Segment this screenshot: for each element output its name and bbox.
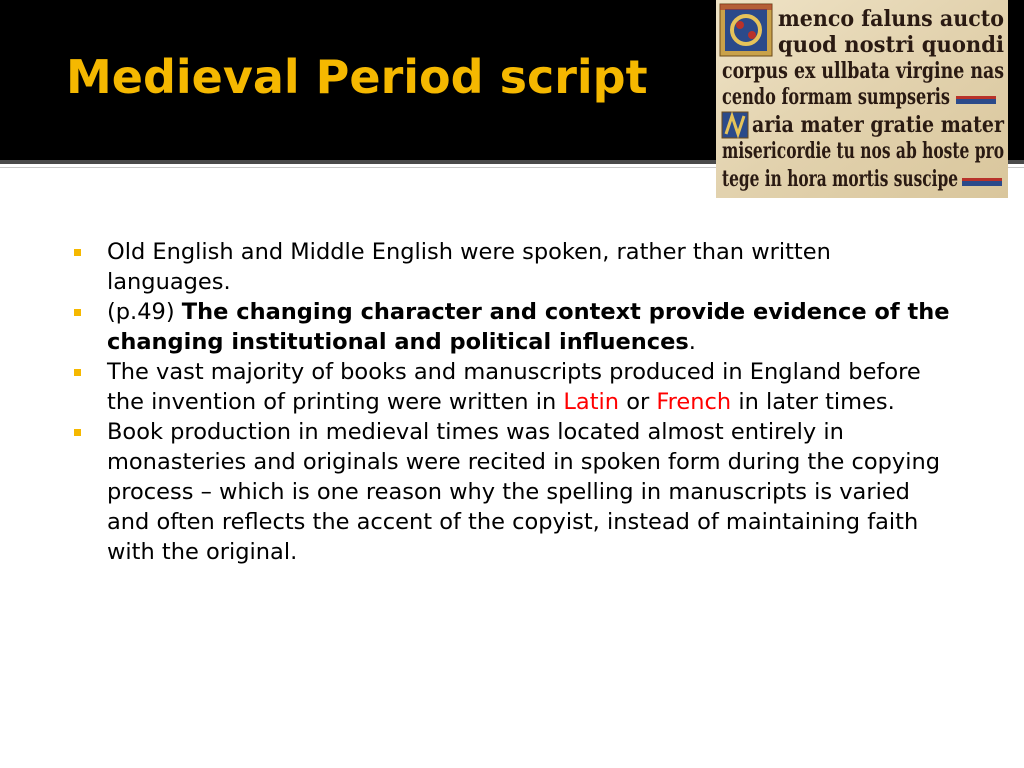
slide-title: Medieval Period script xyxy=(66,50,648,104)
french-highlight: French xyxy=(656,389,732,415)
bullet-text-part: The vast majority of books and manuscripts produced in England before the invention of printing were written in xyxy=(107,359,921,415)
list-item xyxy=(72,237,952,297)
illuminated-initial-top xyxy=(720,4,772,56)
list-item xyxy=(72,417,952,567)
bullet-marker xyxy=(74,369,81,376)
bullet-text: Book production in medieval times was located almost entirely in monasteries and originals were recited in spoken form during the copying process – which is one reason why the spelling in manuscripts is varied and often reflects the accent of the copyist, instead of maintaining faith with the original. xyxy=(107,419,940,565)
bullet-text-part: or xyxy=(619,389,657,415)
page-reference: (p.49) xyxy=(107,299,182,325)
manuscript-svg xyxy=(716,0,1008,198)
manuscript-line-2: quod nostri quondi xyxy=(778,32,1004,58)
bullet-text-part: in later times. xyxy=(731,389,895,415)
bullet-marker xyxy=(74,249,81,256)
latin-highlight: Latin xyxy=(563,389,620,415)
manuscript-line-4: cendo formam sumpseris xyxy=(722,84,950,110)
bullet-list xyxy=(72,237,952,567)
illuminated-initial-lower xyxy=(722,112,748,138)
manuscript-line-3: corpus ex ullbata virgine nas xyxy=(722,58,1004,84)
list-item xyxy=(72,357,952,417)
bullet-marker xyxy=(74,429,81,436)
emphasis-text: The changing character and context provide evidence of the changing institutional and political influences xyxy=(107,299,950,355)
bullet-marker xyxy=(74,309,81,316)
bullet-text: Old English and Middle English were spoken, rather than written languages. xyxy=(107,239,831,295)
manuscript-image xyxy=(716,0,1008,198)
sentence-end: . xyxy=(688,329,696,355)
list-item xyxy=(72,297,952,357)
manuscript-line-6: misericordie tu nos ab hoste pro xyxy=(722,138,1004,164)
manuscript-line-7: tege in hora mortis suscipe xyxy=(722,166,958,192)
manuscript-line-1: menco faluns aucto xyxy=(778,6,1004,32)
manuscript-line-5: aria mater gratie mater xyxy=(752,112,1005,138)
